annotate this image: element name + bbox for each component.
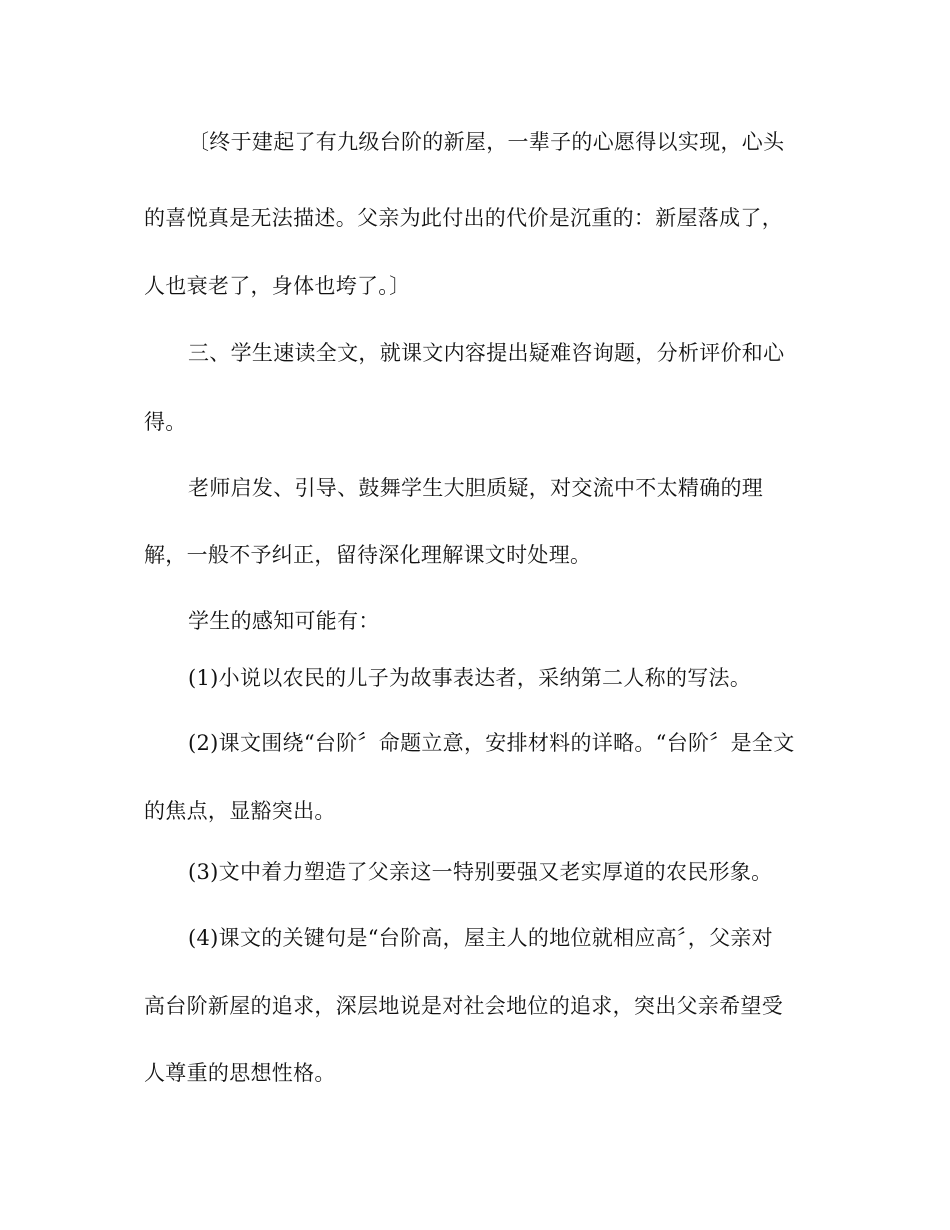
text-line-2: 的喜悦真是无法描述。父亲为此付出的代价是沉重的：新屋落成了， [144,206,783,230]
text-line-4: 三、学生速读全文，就课文内容提出疑难咨询题，分析评价和心 [188,341,785,365]
text-line-14: 高台阶新屋的追求，深层地说是对社会地位的追求，突出父亲希望受 [144,994,783,1018]
text-line-13: (4)课文的关键句是“台阶高，屋主人的地位就相应高〞，父亲对 [188,926,773,950]
text-line-8: 学生的感知可能有： [188,609,380,633]
text-line-6: 老师启发、引导、鼓舞学生大胆质疑，对交流中不太精确的理 [188,476,764,500]
text-line-7: 解，一般不予纠正，留待深化理解课文时处理。 [144,543,592,567]
text-line-11: 的焦点，显豁突出。 [144,799,336,823]
text-line-1: 〔终于建起了有九级台阶的新屋，一辈子的心愿得以实现，心头 [188,130,785,154]
text-line-10: (2)课文围绕“台阶〞命题立意，安排材料的详略。“台阶〞是全文 [188,731,795,755]
text-line-5: 得。 [144,410,187,434]
text-line-3: 人也衰老了，身体也垮了。〕 [144,274,411,298]
text-line-15: 人尊重的思想性格。 [144,1061,336,1085]
text-line-12: (3)文中着力塑造了父亲这一特别要强又老实厚道的农民形象。 [188,860,773,884]
text-line-9: (1)小说以农民的儿子为故事表达者，采纳第二人称的写法。 [188,666,752,690]
